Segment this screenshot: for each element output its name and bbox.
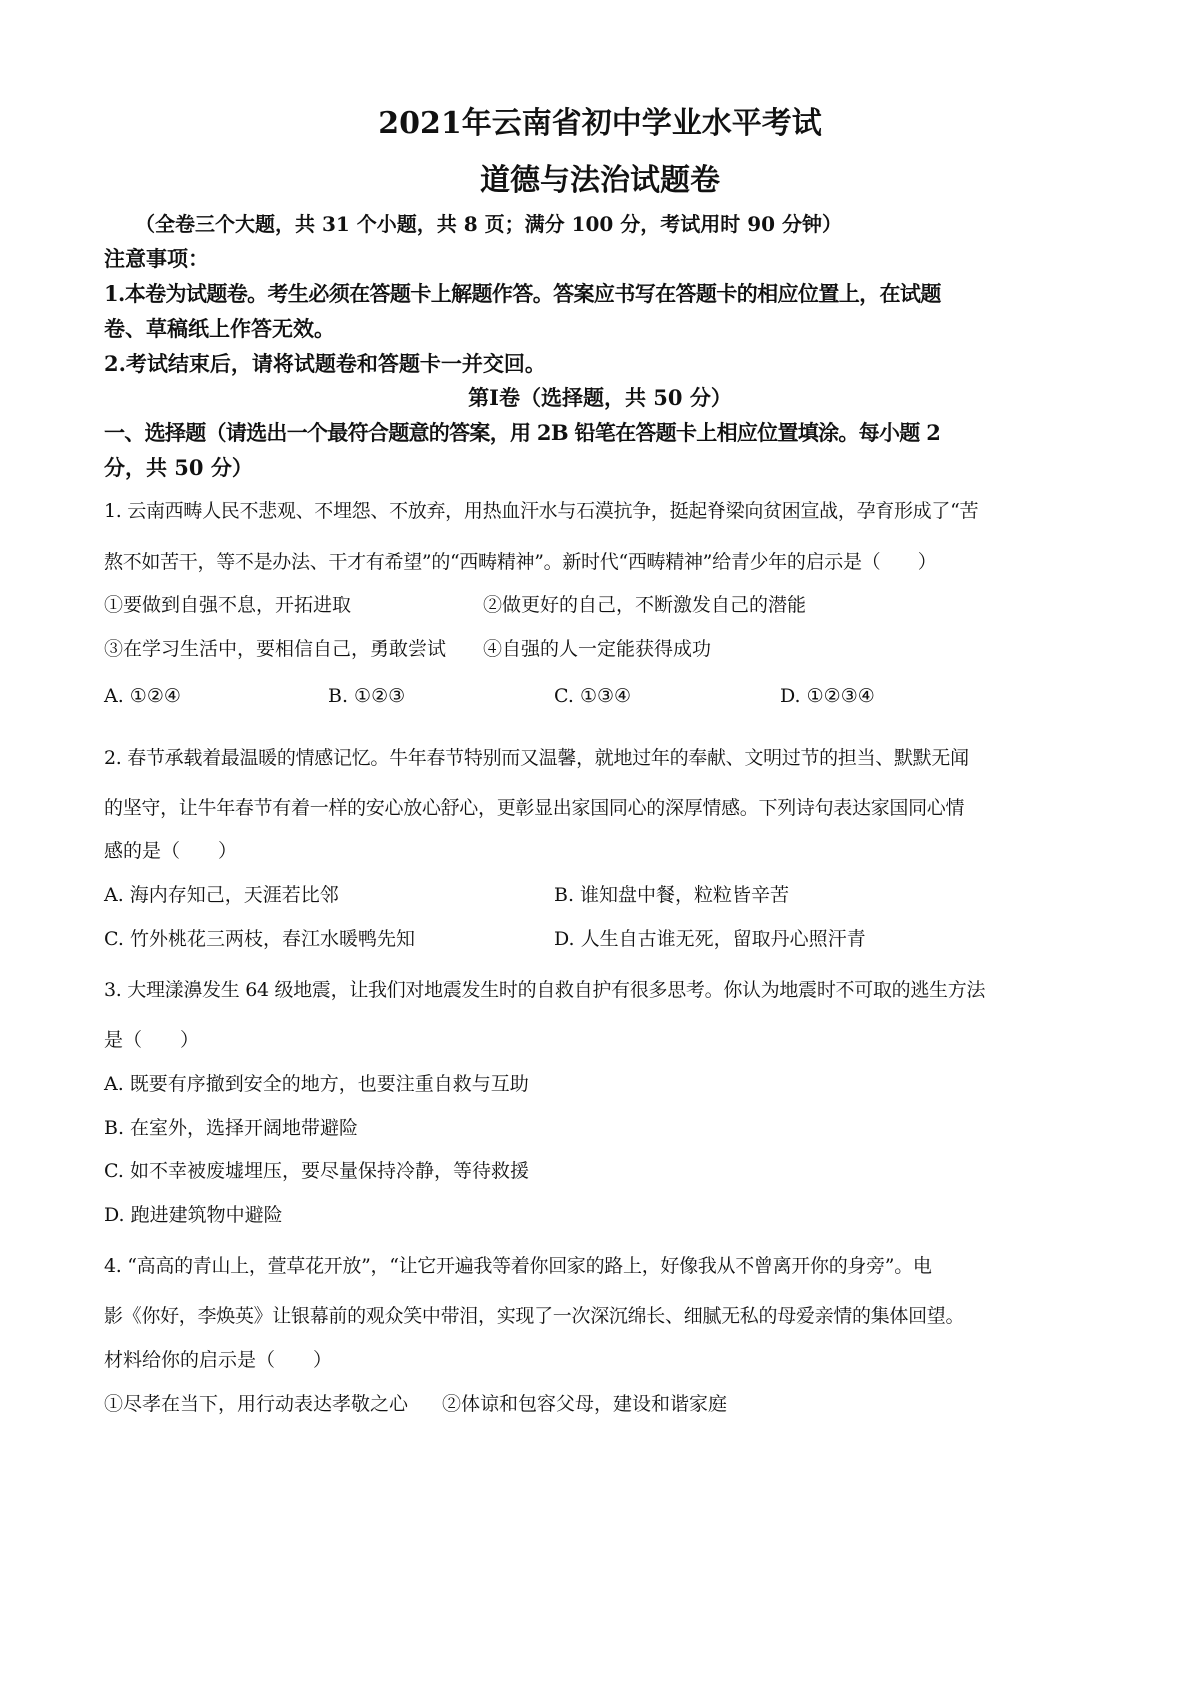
q4-stem-line-1: 4. “高高的青山上，萱草花开放”，“让它开遍我等着你回家的路上，好像我从不曾离开你的身旁”。电 xyxy=(104,1255,932,1277)
notice-heading: 注意事项： xyxy=(104,246,209,271)
notice-item-1-line-1: 1.本卷为试题卷。考生必须在答题卡上解题作答。答案应书写在答题卡的相应位置上，在试题 xyxy=(104,281,941,306)
notice-item-2: 2.考试结束后，请将试题卷和答题卡一并交回。 xyxy=(104,351,546,376)
q1-option-b: B. ①②③ xyxy=(328,685,406,707)
q1-option-c: C. ①③④ xyxy=(554,685,632,707)
q1-statement-2: ②做更好的自己，不断激发自己的潜能 xyxy=(483,594,807,616)
section-1-instructions-line-2: 分，共 50 分） xyxy=(104,455,253,480)
q2-option-b: B. 谁知盘中餐，粒粒皆辛苦 xyxy=(554,884,790,906)
q4-stem-line-3: 材料给你的启示是（ ） xyxy=(104,1349,333,1371)
q4-statement-1: ①尽孝在当下，用行动表达孝敬之心 xyxy=(104,1393,409,1415)
q3-option-d: D. 跑进建筑物中避险 xyxy=(104,1204,283,1226)
q3-option-c: C. 如不幸被废墟埋压，要尽量保持冷静，等待救援 xyxy=(104,1160,529,1182)
q1-stem-line-1: 1. 云南西畴人民不悲观、不埋怨、不放弃，用热血汗水与石漠抗争，挺起脊梁向贫困宣战，孕育形成了“苦 xyxy=(104,500,979,522)
q4-statement-2: ②体谅和包容父母，建设和谐家庭 xyxy=(442,1393,728,1415)
q1-statement-4: ④自强的人一定能获得成功 xyxy=(483,638,712,660)
q2-option-a: A. 海内存知己，天涯若比邻 xyxy=(104,884,339,906)
q1-statement-3: ③在学习生活中，要相信自己，勇敢尝试 xyxy=(104,638,447,660)
q1-stem-line-2: 熬不如苦干，等不是办法、干才有希望”的“西畴精神”。新时代“西畴精神”给青少年的启示是（ ） xyxy=(104,551,937,573)
q2-option-c: C. 竹外桃花三两枝，春江水暖鸭先知 xyxy=(104,928,415,950)
section-1-instructions-line-1: 一、选择题（请选出一个最符合题意的答案，用 2B 铅笔在答题卡上相应位置填涂。每小题 2 xyxy=(104,420,941,445)
q1-option-a: A. ①②④ xyxy=(104,685,181,707)
part-1-heading: 第Ⅰ卷（选择题，共 50 分） xyxy=(468,385,732,410)
page-title: 2021年云南省初中学业水平考试 xyxy=(378,106,822,141)
q2-stem-line-3: 感的是（ ） xyxy=(104,840,238,862)
q1-option-d: D. ①②③④ xyxy=(780,685,875,707)
q2-stem-line-2: 的坚守，让牛年春节有着一样的安心放心舒心，更彰显出家国同心的深厚情感。下列诗句表达家国同心情 xyxy=(104,797,965,819)
q4-stem-line-2: 影《你好，李焕英》让银幕前的观众笑中带泪，实现了一次深沉绵长、细腻无私的母爱亲情的集体回望。 xyxy=(104,1305,965,1327)
q3-option-a: A. 既要有序撤到安全的地方，也要注重自救与互助 xyxy=(104,1073,529,1095)
q3-option-b: B. 在室外，选择开阔地带避险 xyxy=(104,1117,359,1139)
q3-stem-line-1: 3. 大理漾濞发生 64 级地震，让我们对地震发生时的自救自护有很多思考。你认为地震时不可取的逃生方法 xyxy=(104,979,986,1001)
notice-item-1-line-2: 卷、草稿纸上作答无效。 xyxy=(104,316,335,341)
q1-statement-1: ①要做到自强不息，开拓进取 xyxy=(104,594,352,616)
page-subtitle: 道德与法治试题卷 xyxy=(480,163,720,198)
q3-stem-line-2: 是（ ） xyxy=(104,1029,200,1051)
q2-option-d: D. 人生自古谁无死，留取丹心照汗青 xyxy=(554,928,866,950)
q2-stem-line-1: 2. 春节承载着最温暖的情感记忆。牛年春节特别而又温馨，就地过年的奉献、文明过节的担当、默默无闻 xyxy=(104,747,969,769)
exam-info: （全卷三个大题，共 31 个小题，共 8 页；满分 100 分，考试用时 90 分钟） xyxy=(135,212,843,236)
